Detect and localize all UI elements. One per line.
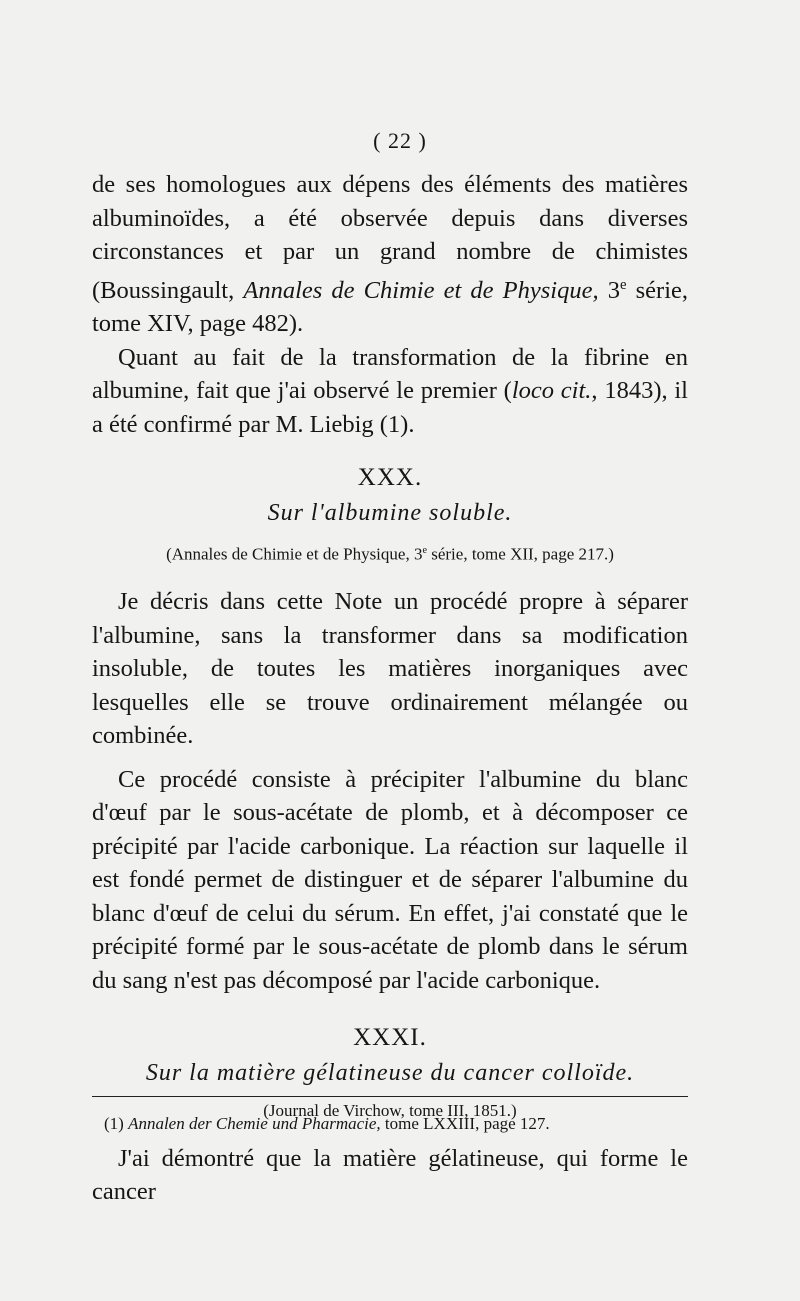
paragraph-xxx-2: Ce procédé consiste à précipiter l'albumine du blanc d'œuf par le sous-acétate de plomb, et à décomposer ce précipité par l'acide carbonique. La réaction sur laquelle il est fondé permet de distinguer et de séparer l'albumine du blanc d'œuf de celui du sérum. En effet, j'ai constaté que le précipité formé par le sous-acétate de plomb dans le sérum du sang n'est pas décomposé par l'acide carbonique. [92,765,688,994]
citation-italic: loco cit. [511,377,592,405]
section-title-xxx: Sur l'albumine soluble. [267,499,513,526]
citation-title: Annales de Chimie et de Physique, [243,276,599,304]
section-number-xxx: XXX. [357,464,423,492]
footnote [104,1114,688,1134]
paragraph-fibrine [92,341,688,442]
paragraph-xxxi-1: J'ai démontré que la matière gélatineuse, qui forme le cancer [92,1144,688,1206]
section-title-xxxi: Sur la matière gélatineuse du cancer colloïde. [145,1059,635,1086]
page-number: ( 22 ) [373,128,427,153]
section-source-xxx [92,534,688,571]
paragraph-text: 3 [598,276,620,304]
section-number-xxxi: XXXI. [353,1024,427,1052]
page-body [92,168,688,1209]
section-source-xxxi: (Journal de Virchow, tome III, 1851.) [263,1101,517,1121]
paragraph-text: Quant au fait de la transformation de la fibrine en albumine, fait que j'ai observé le premier ( [92,343,688,405]
paragraph-text: , 1843), il a été confirmé par M. Liebig (1). [92,377,688,438]
footnote-title: Annalen der Chemie und Pharmacie, [128,1114,381,1133]
paragraph-continued [92,168,688,341]
footnote-rule [92,1096,688,1097]
source-text: (Annales de Chimie et de Physique, 3 [166,544,423,564]
superscript: e [619,276,627,293]
superscript: e [422,545,427,557]
footnote-marker: (1) [104,1114,124,1133]
paragraph-text: série, tome XIV, page 482). [92,276,689,338]
source-text: série, tome XII, page 217.) [426,544,614,564]
paragraph-text: de ses homologues aux dépens des éléments des matières albuminoïdes, a été observée depuis dans diverses circonstances et par un grand nombre de chimistes (Boussingault, [92,171,688,304]
paragraph-xxx-1: Je décris dans cette Note un procédé propre à séparer l'albumine, sans la transformer dans sa modification insoluble, de toutes les matières inorganiques avec lesquelles elle se trouve ordinairement mélangée ou combinée. [92,588,688,750]
footnote-text: tome LXXIII, page 127. [380,1114,550,1133]
